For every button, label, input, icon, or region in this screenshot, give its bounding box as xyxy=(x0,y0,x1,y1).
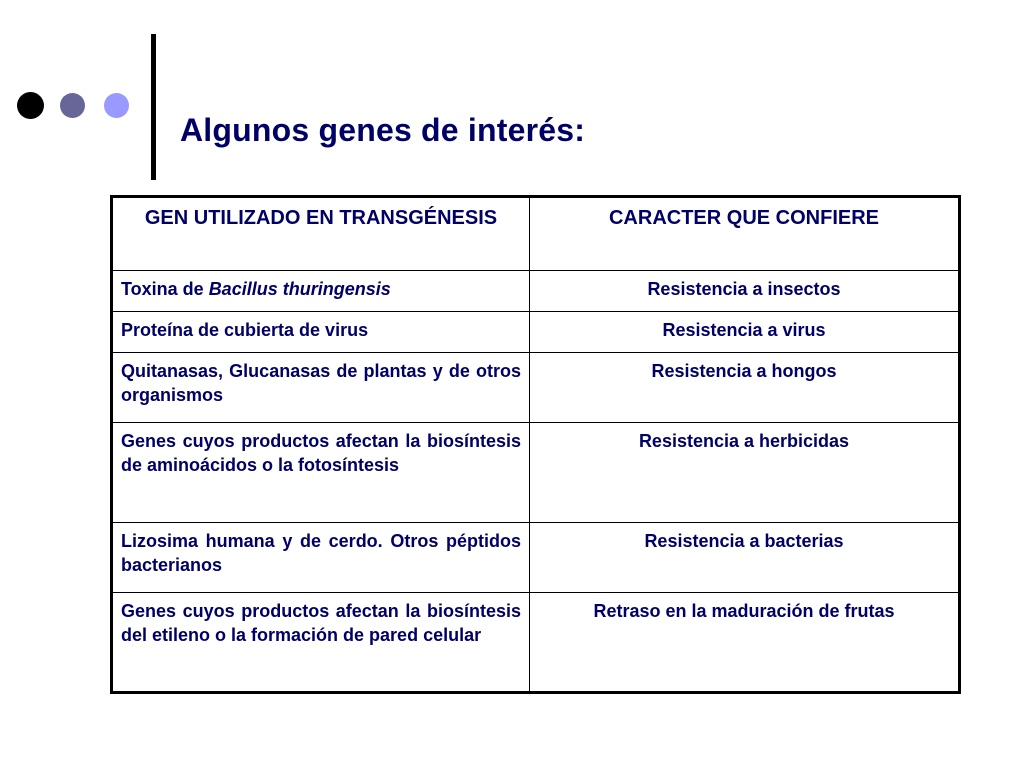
table-row xyxy=(112,271,960,312)
decorative-dot-black xyxy=(17,92,44,119)
decorative-dot-slate xyxy=(60,93,85,118)
trait-cell: Resistencia a bacterias xyxy=(530,523,960,593)
slide-title: Algunos genes de interés: xyxy=(180,112,586,148)
table-row xyxy=(112,353,960,423)
table-row xyxy=(112,593,960,693)
gene-cell-prefix: Toxina de xyxy=(121,279,209,299)
genes-table xyxy=(110,195,961,694)
trait-cell: Retraso en la maduración de frutas xyxy=(530,593,960,693)
trait-cell: Resistencia a insectos xyxy=(530,271,960,312)
column-header-gene: GEN UTILIZADO EN TRANSGÉNESIS xyxy=(112,197,530,271)
table-row xyxy=(112,523,960,593)
trait-cell: Resistencia a herbicidas xyxy=(530,423,960,523)
gene-cell: Quitanasas, Glucanasas de plantas y de otros organismos xyxy=(112,353,530,423)
gene-cell: Proteína de cubierta de virus xyxy=(112,312,530,353)
table-row xyxy=(112,423,960,523)
gene-cell: Genes cuyos productos afectan la biosíntesis de aminoácidos o la fotosíntesis xyxy=(112,423,530,523)
gene-cell: Lizosima humana y de cerdo. Otros péptidos bacterianos xyxy=(112,523,530,593)
vertical-rule xyxy=(151,34,156,180)
column-header-trait: CARACTER QUE CONFIERE xyxy=(530,197,960,271)
gene-cell-species: Bacillus thuringensis xyxy=(208,279,391,299)
trait-cell: Resistencia a virus xyxy=(530,312,960,353)
table-row xyxy=(112,312,960,353)
gene-cell xyxy=(112,271,530,312)
decorative-dot-lavender xyxy=(104,93,129,118)
trait-cell: Resistencia a hongos xyxy=(530,353,960,423)
table-header-row xyxy=(112,197,960,271)
gene-cell: Genes cuyos productos afectan la biosíntesis del etileno o la formación de pared celular xyxy=(112,593,530,693)
